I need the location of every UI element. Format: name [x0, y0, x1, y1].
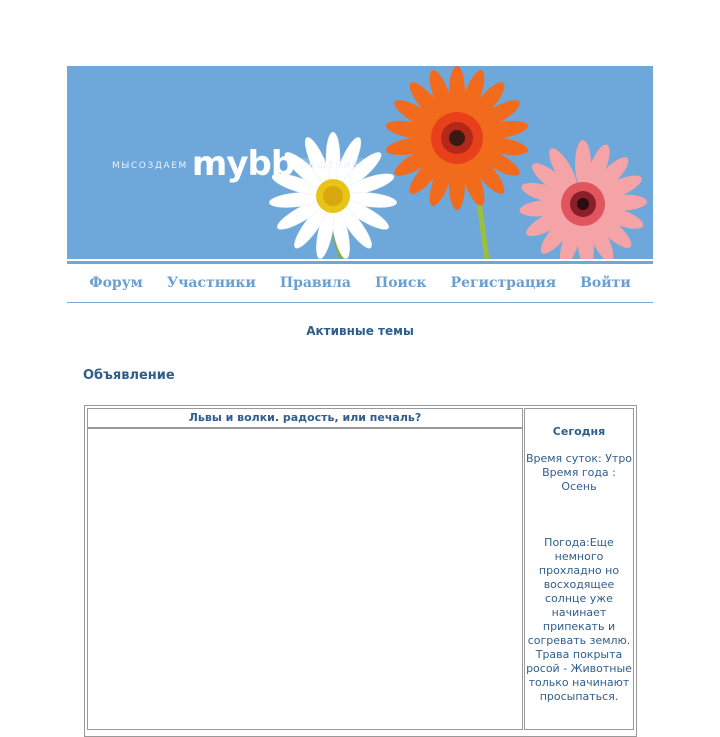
orange-gerbera-flower: [385, 66, 530, 210]
announcement-sidebar: [524, 408, 634, 730]
announcement-heading: Объявление: [83, 368, 175, 383]
nav-forum[interactable]: Форум: [89, 275, 143, 291]
sidebar-heading: Сегодня: [552, 425, 606, 438]
sidebar-weather: Погода:Еще немного прохладно но восходящее солнце уже начинает припекать и согревать землю. Трава покрыта росой - Животные только начинают просыпаться.: [526, 536, 632, 703]
mybb-logo[interactable]: [112, 146, 367, 186]
announcement-post-title: Львы и волки. радость, или печаль?: [87, 408, 523, 428]
pink-gerbera-flower: [519, 140, 648, 259]
main-navigation: [67, 264, 653, 303]
nav-members[interactable]: Участники: [166, 275, 256, 291]
logo-tagline-left: МЫСОЗДАЕМ: [112, 161, 188, 171]
nav-rules[interactable]: Правила: [279, 275, 351, 291]
nav-search[interactable]: Поиск: [374, 275, 427, 291]
active-topics-link[interactable]: Активные темы: [306, 324, 414, 338]
sidebar-time: Время суток: Утро Время года : Осень: [525, 452, 633, 493]
announcement-post-body: [87, 428, 523, 730]
header-banner: [67, 66, 653, 259]
nav-register[interactable]: Регистрация: [450, 275, 557, 291]
logo-wordmark: mybb: [191, 144, 295, 184]
nav-login[interactable]: Войти: [580, 275, 631, 291]
logo-tagline-right: ОБЩЕНИЕ!: [298, 158, 366, 174]
